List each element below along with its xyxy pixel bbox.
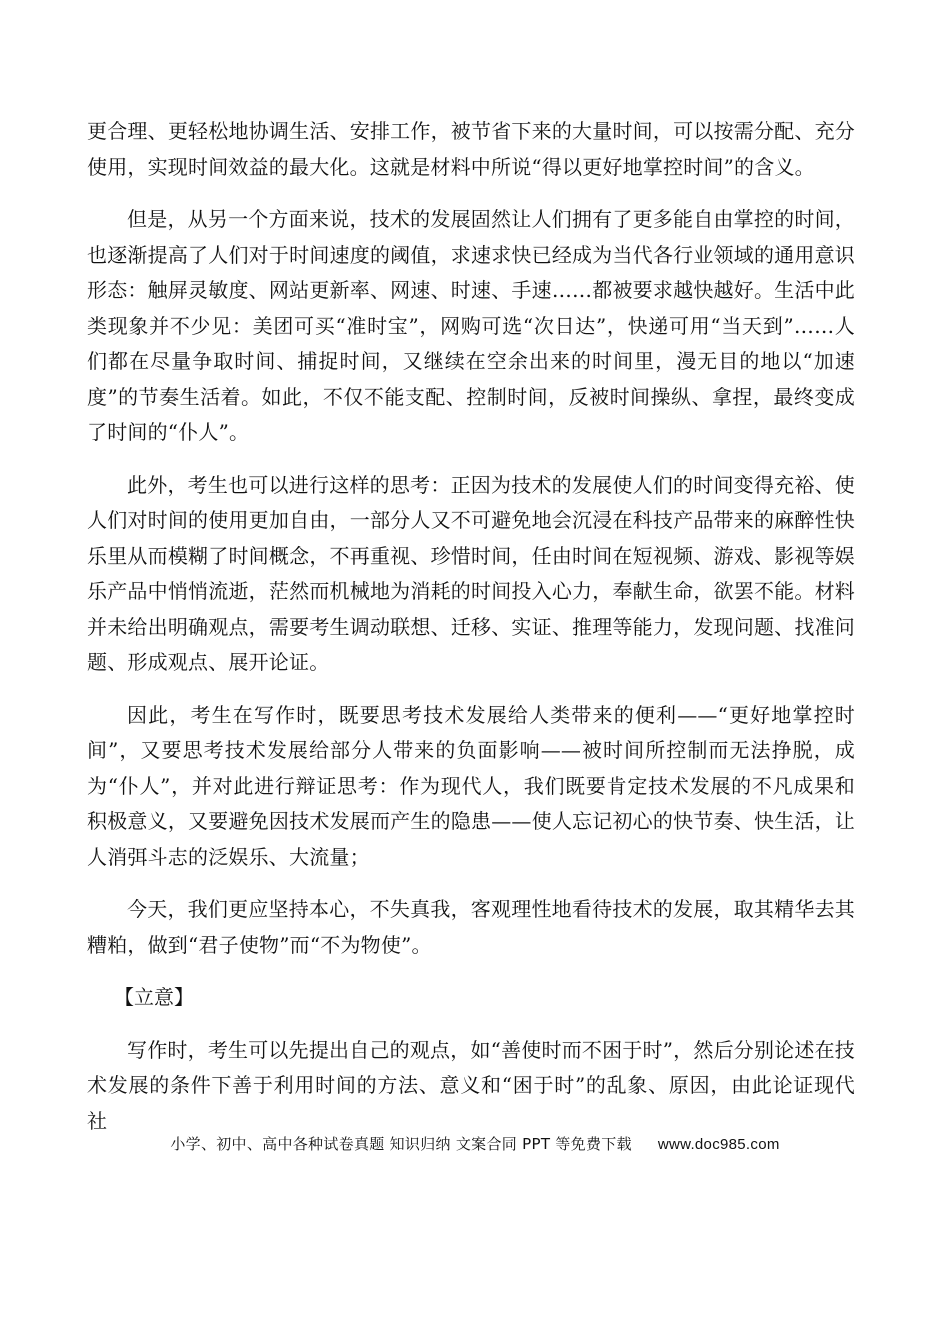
document-body (87, 114, 855, 1139)
paragraph-continued: 更合理、更轻松地协调生活、安排工作，被节省下来的大量时间，可以按需分配、充分使用，实现时间效益的最大化。这就是材料中所说“得以更好地掌控时间”的含义。 (87, 119, 855, 179)
paragraph-writing-approach: 写作时，考生可以先提出自己的观点，如“善使时而不困于时”，然后分别论述在技术发展的条件下善于利用时间的方法、意义和“困于时”的乱象、原因，由此论证现代社 (87, 1037, 855, 1133)
footer-url[interactable]: www.doc985.com (657, 1136, 780, 1153)
paragraph-dialectical-thinking: 因此，考生在写作时，既要思考技术发展给人类带来的便利——“更好地掌控时间”，又要思考技术发展给部分人带来的负面影响——被时间所控制而无法挣脱，成为“仆人”，并对此进行辩证思考：作为现代人，我们既要肯定技术发展的不凡成果和积极意义，又要避免因技术发展而产生的隐患——使人忘记初心的快节奏、快生活，让人消弭斗志的泛娱乐、大流量； (87, 702, 855, 869)
page-footer (0, 1133, 950, 1156)
paragraph-speed-threshold: 但是，从另一个方面来说，技术的发展固然让人们拥有了更多能自由掌控的时间，也逐渐提高了人们对于时间速度的阈值，求速求快已经成为当代各行业领域的通用意识形态：触屏灵敏度、网站更新率、网速、时速、手速……都被要求越快越好。生活中此类现象并不少见：美团可买“准时宝”，网购可选“次日达”，快递可用“当天到”……人们都在尽量争取时间、捕捉时间，又继续在空余出来的时间里，漫无目的地以“加速度”的节奏生活着。如此，不仅不能支配、控制时间，反被时间操纵、拿捏，最终变成了时间的“仆人”。 (87, 207, 855, 444)
section-heading: 【立意】 (114, 985, 194, 1009)
footer-text: 小学、初中、高中各种试卷真题 知识归纳 文案合同 PPT 等免费下载 (170, 1135, 632, 1153)
paragraph-today: 今天，我们更应坚持本心，不失真我，客观理性地看待技术的发展，取其精华去其糟粕，做到“君子使物”而“不为物使”。 (87, 897, 855, 957)
paragraph-additional-thinking: 此外，考生也可以进行这样的思考：正因为技术的发展使人们的时间变得充裕、使人们对时间的使用更加自由，一部分人又不可避免地会沉浸在科技产品带来的麻醉性快乐里从而模糊了时间概念，不再重视、珍惜时间，任由时间在短视频、游戏、影视等娱乐产品中悄悄流逝，茫然而机械地为消耗的时间投入心力，奉献生命，欲罢不能。材料并未给出明确观点，需要考生调动联想、迁移、实证、推理等能力，发现问题、找准问题、形成观点、展开论证。 (87, 472, 855, 674)
